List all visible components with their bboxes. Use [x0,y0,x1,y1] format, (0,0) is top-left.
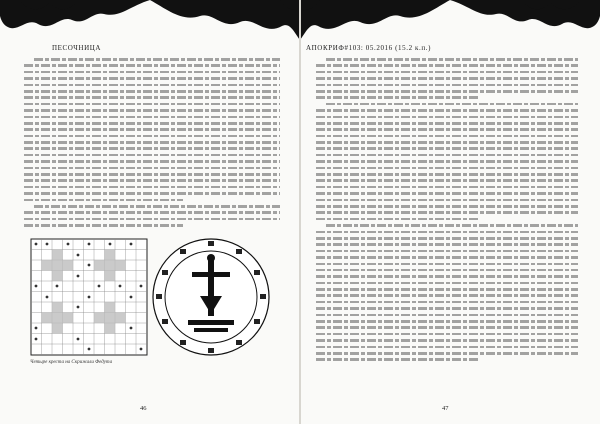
letter-grid-figure [30,238,148,356]
text-line [316,352,578,355]
page-number: 47 [442,405,449,412]
text-line [316,186,578,189]
text-line [316,64,578,67]
text-line [316,77,578,80]
text-line [24,96,280,99]
text-line [316,358,478,361]
running-head: АПОКРИФ#103: 05.2016 (15.2 к.п.) [306,44,432,52]
text-line [316,90,578,93]
body-text [316,58,578,365]
text-line [24,224,183,227]
circle-symbol-figure [150,236,272,358]
text-line [24,141,280,144]
text-line [316,71,578,74]
text-line [24,211,280,214]
text-line [326,58,578,61]
text-line [316,205,578,208]
text-line [316,116,578,119]
text-line [316,84,578,87]
text-line [24,77,280,80]
text-line [34,205,280,208]
text-line [24,173,280,176]
text-line [316,237,578,240]
text-line [316,301,578,304]
text-line [24,71,280,74]
text-line [316,179,578,182]
right-page [300,0,600,424]
text-line [316,339,578,342]
text-line [24,128,280,131]
text-line [316,326,578,329]
text-line [316,275,578,278]
text-line [316,282,578,285]
text-line [316,256,578,259]
figure-caption: Четыре креста на Скрижали Федута [30,360,113,365]
text-line [316,294,578,297]
body-text [24,58,280,231]
running-head: ПЕСОЧНИЦА [52,44,102,52]
text-line [24,84,280,87]
text-line [316,346,578,349]
circle-symbol-illustration [150,236,272,358]
text-line [24,109,280,112]
text-line [316,109,578,112]
text-line [316,211,578,214]
text-line [24,64,280,67]
text-line [24,167,280,170]
text-line [24,116,280,119]
text-line [326,224,578,227]
text-line [316,320,578,323]
text-line [24,103,280,106]
text-line [316,167,578,170]
page-number: 46 [140,405,147,412]
text-line [24,154,280,157]
text-line [316,122,578,125]
text-line [316,199,578,202]
text-line [34,58,280,61]
text-line [24,90,280,93]
text-line [24,199,183,202]
text-line [316,243,578,246]
text-line [316,154,578,157]
letter-grid-illustration [30,238,148,356]
text-line [316,96,478,99]
text-line [316,160,578,163]
text-line [316,147,578,150]
text-line [316,173,578,176]
text-line [316,192,578,195]
text-line [316,263,578,266]
text-line [24,218,280,221]
text-line [316,269,578,272]
text-line [316,135,578,138]
text-line [326,103,578,106]
text-line [316,333,578,336]
text-line [24,122,280,125]
text-line [24,186,280,189]
text-line [24,160,280,163]
text-line [316,307,578,310]
text-line [316,141,578,144]
text-line [316,288,578,291]
text-line [316,128,578,131]
text-line [24,147,280,150]
text-line [316,314,578,317]
text-line [24,135,280,138]
text-line [316,231,578,234]
text-line [316,218,478,221]
text-line [24,179,280,182]
text-line [316,250,578,253]
text-line [24,192,280,195]
